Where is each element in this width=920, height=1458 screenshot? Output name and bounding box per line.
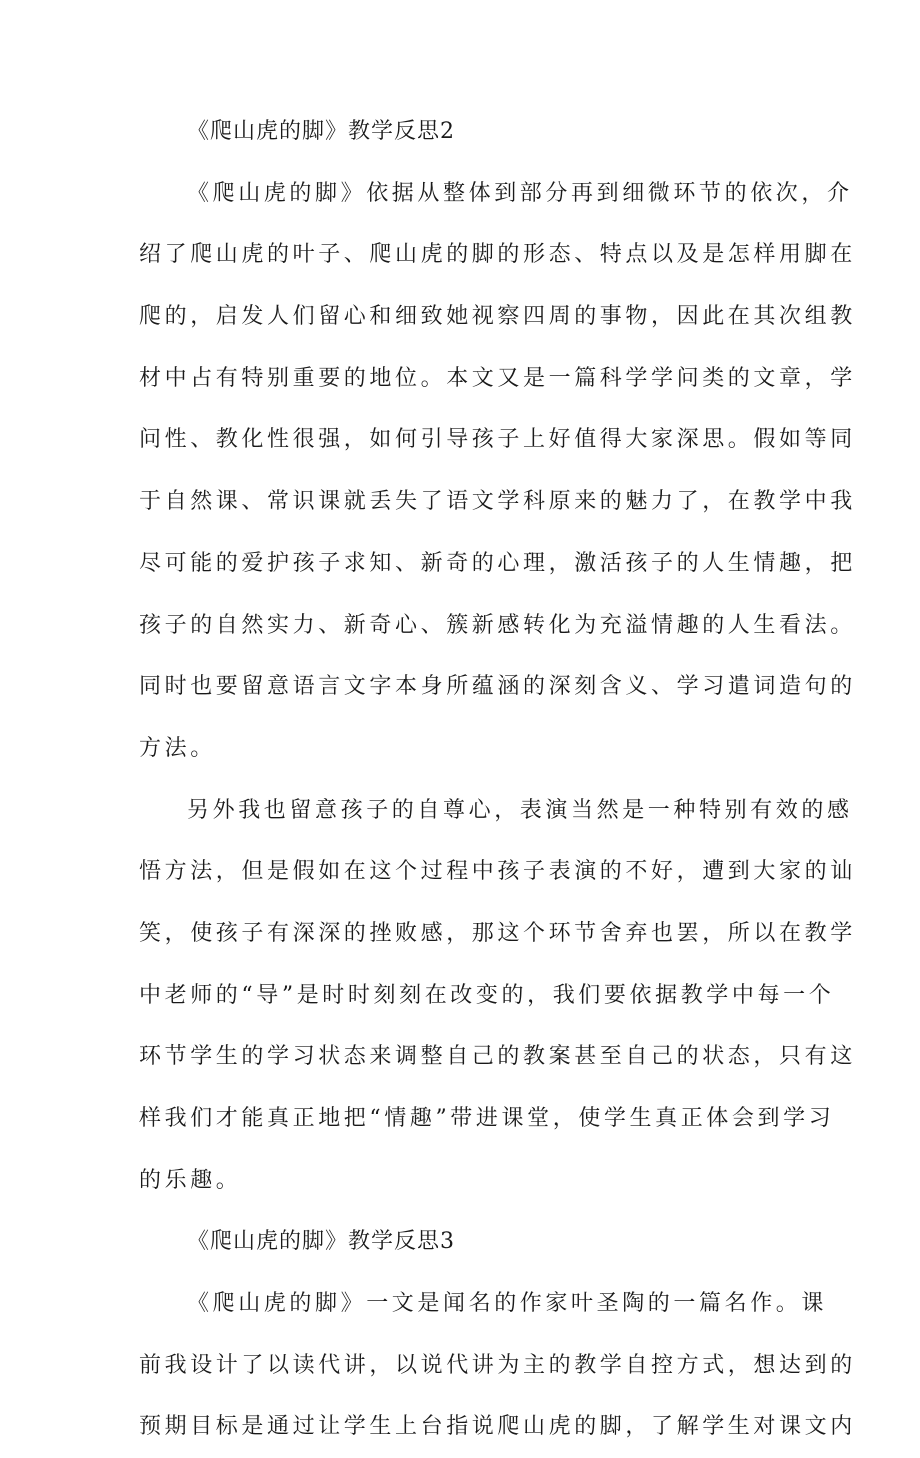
section-heading: 《爬山虎的脚》教学反思2 xyxy=(187,119,455,144)
text-line: 孩子的自然实力、新奇心、簇新感转化为充溢情趣的人生看法。 xyxy=(139,612,856,638)
text-line: 《爬山虎的脚》依据从整体到部分再到细微环节的依次，介 xyxy=(187,180,853,206)
text-line: 环节学生的学习状态来调整自己的教案甚至自己的状态，只有这 xyxy=(139,1044,856,1070)
text-line: 的乐趣。 xyxy=(139,1167,242,1193)
text-line: 材中占有特别重要的地位。本文又是一篇科学学问类的文章，学 xyxy=(139,365,856,391)
text-line: 尽可能的爱护孩子求知、新奇的心理，激活孩子的人生情趣，把 xyxy=(139,550,856,576)
text-line: 方法。 xyxy=(139,735,216,761)
text-line: 前我设计了以读代讲，以说代讲为主的教学自控方式，想达到的 xyxy=(139,1352,856,1378)
text-line: 爬的，启发人们留心和细致她视察四周的事物，因此在其次组教 xyxy=(139,304,856,330)
text-line: 同时也要留意语言文字本身所蕴涵的深刻含义、学习遣词造句的 xyxy=(139,674,856,700)
text-line: 另外我也留意孩子的自尊心，表演当然是一种特别有效的感 xyxy=(187,797,853,823)
text-line: 绍了爬山虎的叶子、爬山虎的脚的形态、特点以及是怎样用脚在 xyxy=(139,242,856,268)
document-body xyxy=(139,101,856,1458)
text-line: 笑，使孩子有深深的挫败感，那这个环节舍弃也罢，所以在教学 xyxy=(139,920,856,946)
text-line: 悟方法，但是假如在这个过程中孩子表演的不好，遭到大家的讪 xyxy=(139,859,856,885)
text-line: 预期目标是通过让学生上台指说爬山虎的脚，了解学生对课文内 xyxy=(139,1414,856,1440)
text-line: 于自然课、常识课就丢失了语文学科原来的魅力了，在教学中我 xyxy=(139,489,856,515)
text-line: 问性、教化性很强，如何引导孩子上好值得大家深思。假如等同 xyxy=(139,427,856,453)
text-line: 样我们才能真正地把“情趣”带进课堂，使学生真正体会到学习 xyxy=(139,1106,835,1131)
section-heading: 《爬山虎的脚》教学反思3 xyxy=(187,1229,455,1255)
text-line: 中老师的“导”是时时刻刻在改变的，我们要依据教学中每一个 xyxy=(139,982,835,1008)
text-line: 《爬山虎的脚》一文是闻名的作家叶圣陶的一篇名作。课 xyxy=(187,1291,828,1317)
